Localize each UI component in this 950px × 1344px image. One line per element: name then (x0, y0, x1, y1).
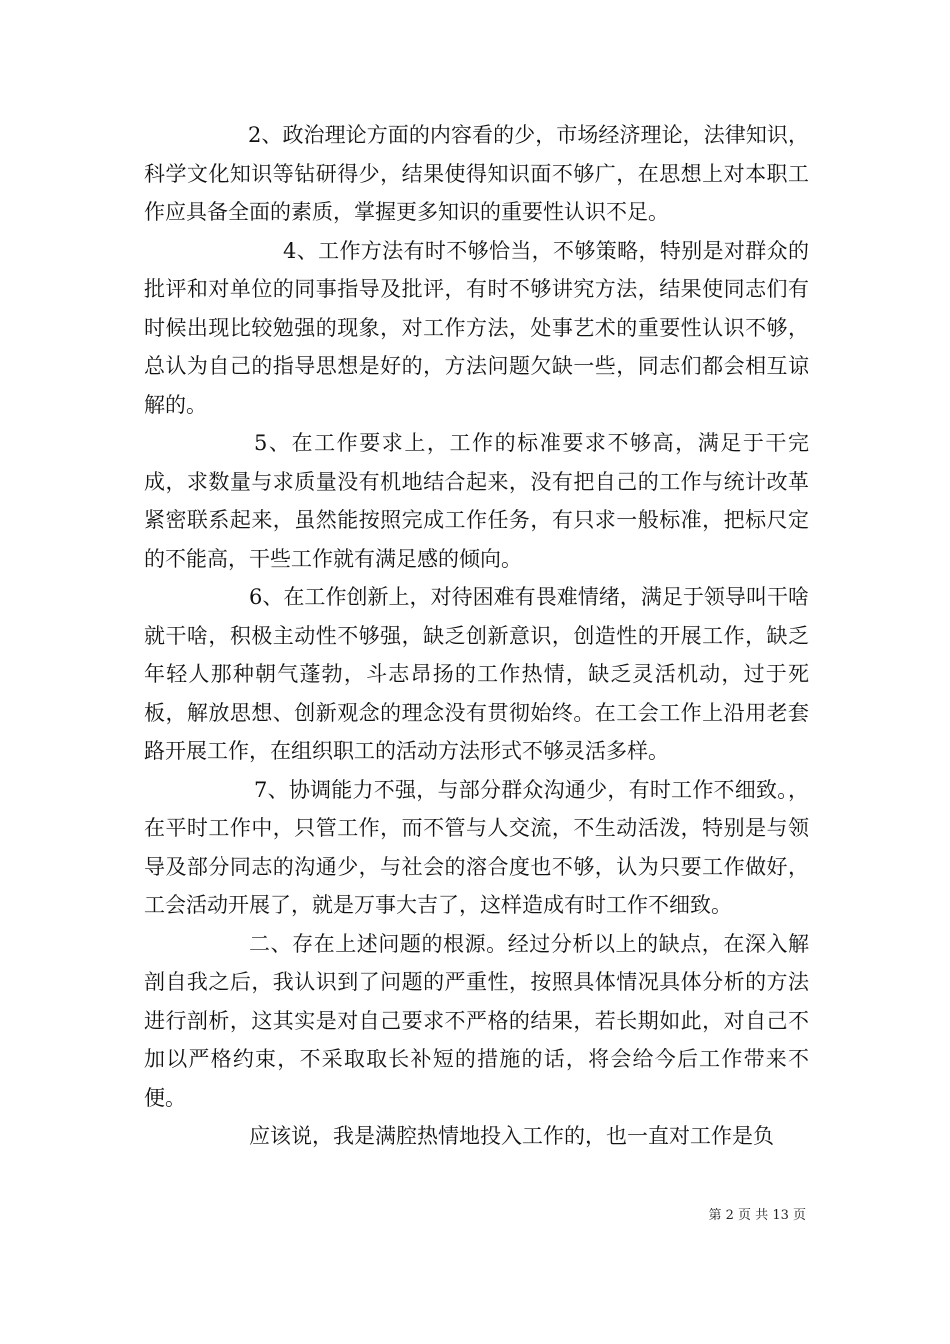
document-body (144, 116, 809, 1156)
paragraph-root-causes: 二、存在上述问题的根源。经过分析以上的缺点，在深入解剖自我之后，我认识到了问题的严重性，按照具体情况具体分析的方法进行剖析，这其实是对自己要求不严格的结果，若长期如此，对自己不加以严格约束，不采取取长补短的措施的话，将会给今后工作带来不便。 (144, 931, 809, 1110)
paragraph-work-methods: 4、工作方法有时不够恰当，不够策略，特别是对群众的批评和对单位的同事指导及批评，有时不够讲究方法，结果使同志们有时候出现比较勉强的现象，对工作方法，处事艺术的重要性认识不够，总认为自己的指导思想是好的，方法问题欠缺一些，同志们都会相互谅解的。 (144, 238, 809, 417)
page-number-footer: 第 2 页 共 13 页 (708, 1208, 806, 1223)
paragraph-work-requirements: 5、在工作要求上，工作的标准要求不够高，满足于干完成，求数量与求质量没有机地结合起来，没有把自己的工作与统计改革紧密联系起来，虽然能按照完成工作任务，有只求一般标准，把标尺定的不能高，干些工作就有满足感的倾向。 (144, 431, 809, 571)
paragraph-political-theory: 2、政治理论方面的内容看的少，市场经济理论，法律知识，科学文化知识等钻研得少，结果使得知识面不够广，在思想上对本职工作应具备全面的素质，掌握更多知识的重要性认识不足。 (144, 123, 809, 224)
paragraph-enthusiasm: 应该说，我是满腔热情地投入工作的，也一直对工作是负 (249, 1124, 774, 1148)
paragraph-coordination: 7、协调能力不强，与部分群众沟通少，有时工作不细致。，在平时工作中，只管工作，而不管与人交流，不生动活泼，特别是与领导及部分同志的沟通少，与社会的溶合度也不够，认为只要工作做好，工会活动开展了，就是万事大吉了，这样造成有时工作不细致。 (144, 777, 809, 917)
paragraph-innovation: 6、在工作创新上，对待困难有畏难情绪，满足于领导叫干啥就干啥，积极主动性不够强，缺乏创新意识，创造性的开展工作，缺乏年轻人那种朝气蓬勃，斗志昂扬的工作热情，缺乏灵活机动，过于死板，解放思想、创新观念的理念没有贯彻始终。在工会工作上沿用老套路开展工作，在组织职工的活动方法形式不够灵活多样。 (144, 585, 809, 763)
